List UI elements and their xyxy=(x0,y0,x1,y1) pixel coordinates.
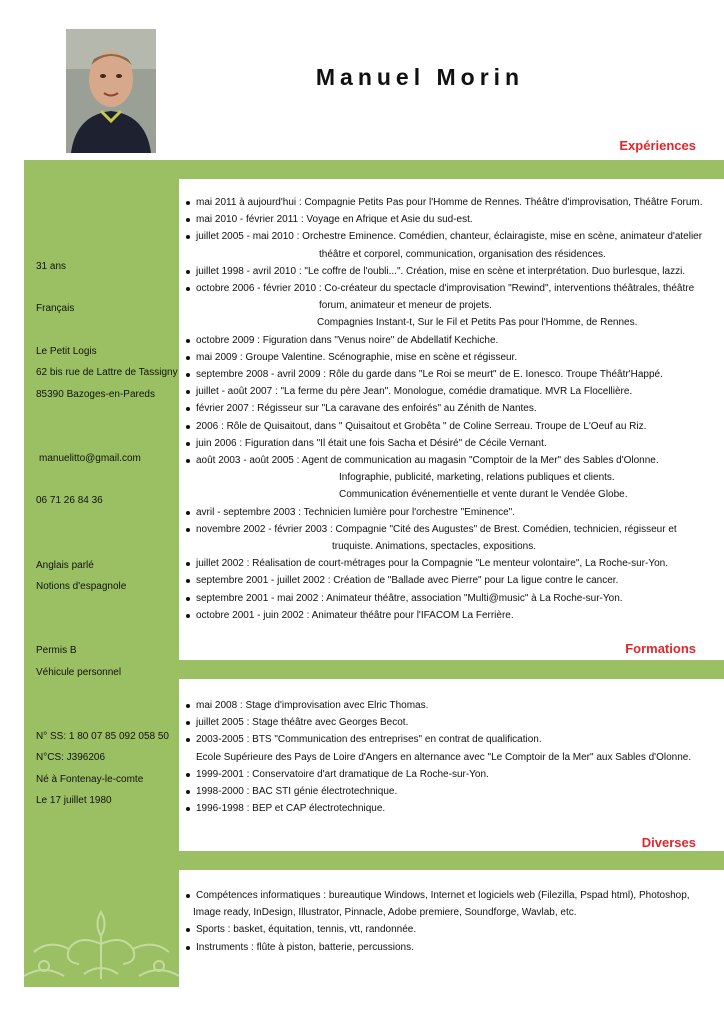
list-item: octobre 2009 : Figuration dans "Venus noire" de Abdellatif Kechiche. xyxy=(186,332,706,349)
birthdate: Le 17 juillet 1980 xyxy=(36,795,112,806)
list-item: mai 2010 - février 2011 : Voyage en Afrique et Asie du sud-est. xyxy=(186,211,706,228)
floral-ornament-icon xyxy=(24,904,179,984)
cs-number: N°CS: J396206 xyxy=(36,752,106,763)
section-title-formations: Formations xyxy=(625,641,696,656)
list-item-continuation: Compagnies Instant-t, Sur le Fil et Petits Pas pour l'Homme, de Rennes. xyxy=(317,317,638,329)
list-item: juin 2006 : Figuration dans "Il était une fois Sacha et Désiré" de Cécile Vernant. xyxy=(186,435,706,452)
list-item-continuation: Image ready, InDesign, Illustrator, Pinnacle, Adobe premiere, Soundforge, Wavlab, etc. xyxy=(193,907,577,919)
list-item: Compétences informatiques : bureautique Windows, Internet et logiciels web (Filezilla, Pspad html), Photoshop, xyxy=(186,887,706,904)
address-line-1: Le Petit Logis xyxy=(36,346,97,357)
list-item: août 2003 - août 2005 : Agent de communication au magasin "Comptoir de la Mer" des Sables d'Olonne. xyxy=(186,452,706,469)
list-item: mai 2008 : Stage d'improvisation avec Elric Thomas. xyxy=(186,697,706,714)
language-2: Notions d'espagnole xyxy=(36,581,127,592)
list-item: juillet - août 2007 : "La ferme du père Jean". Monologue, comédie dramatique. MVR La Flocellière. xyxy=(186,383,706,400)
nationality: Français xyxy=(36,303,75,314)
address-line-3: 85390 Bazoges-en-Pareds xyxy=(36,389,155,400)
diverses-bar xyxy=(179,851,724,870)
list-item: septembre 2001 - juillet 2002 : Création de "Ballade avec Pierre" pour La ligue contre le cancer. xyxy=(186,572,706,589)
formations-bar xyxy=(179,660,724,679)
section-title-experiences: Expériences xyxy=(619,138,696,153)
list-item-continuation: Infographie, publicité, marketing, relations publiques et clients. xyxy=(339,472,615,484)
list-item: Instruments : flûte à piston, batterie, percussions. xyxy=(186,939,706,956)
list-item: février 2007 : Régisseur sur "La caravane des enfoirés" au Zénith de Nantes. xyxy=(186,400,706,417)
list-item: Sports : basket, équitation, tennis, vtt, randonnée. xyxy=(186,921,706,938)
candidate-name: Manuel Morin xyxy=(315,64,525,90)
list-item: septembre 2001 - mai 2002 : Animateur théâtre, association "Multi@music" à La Roche-sur-Yon. xyxy=(186,590,706,607)
email[interactable]: manuelitto@gmail.com xyxy=(39,453,141,464)
address-line-2: 62 bis rue de Lattre de Tassigny xyxy=(36,367,178,378)
driving-licence: Permis B xyxy=(36,645,77,656)
list-item: juillet 2005 : Stage théâtre avec Georges Becot. xyxy=(186,714,706,731)
formations-list xyxy=(186,697,706,817)
section-title-diverses: Diverses xyxy=(641,835,696,850)
list-item: juillet 1998 - avril 2010 : "Le coffre de l'oubli...". Création, mise en scène et interprétation. Duo burlesque, lazzi. xyxy=(186,263,706,280)
list-item: mai 2009 : Groupe Valentine. Scénographie, mise en scène et régisseur. xyxy=(186,349,706,366)
list-item: mai 2011 à aujourd'hui : Compagnie Petits Pas pour l'Homme de Rennes. Théâtre d'improvisation, Théâtre Forum. xyxy=(186,194,706,211)
birthplace: Né à Fontenay-le-comte xyxy=(36,774,144,785)
list-item-continuation: Ecole Supérieure des Pays de Loire d'Angers en alternance avec "Le Comptoir de la Mer" aux Sables d'Olonne. xyxy=(196,751,692,763)
experiences-list xyxy=(186,194,706,624)
list-item: octobre 2006 - février 2010 : Co-créateur du spectacle d'improvisation "Rewind", interventions théâtrales, théâtre xyxy=(186,280,706,297)
list-item: juillet 2002 : Réalisation de court-métrages pour la Compagnie "Le menteur volontaire", La Roche-sur-Yon. xyxy=(186,555,706,572)
vehicle: Véhicule personnel xyxy=(36,667,122,678)
list-item-continuation: théâtre et corporel, communication, organisation des résidences. xyxy=(319,248,606,260)
list-item-continuation: Communication événementielle et vente durant le Vendée Globe. xyxy=(339,489,628,501)
list-item: 1998-2000 : BAC STI génie électrotechnique. xyxy=(186,783,706,800)
list-item: avril - septembre 2003 : Technicien lumière pour l'orchestre "Eminence". xyxy=(186,504,706,521)
sidebar-panel xyxy=(24,160,179,987)
list-item-continuation: forum, animateur et meneur de projets. xyxy=(319,300,492,312)
profile-photo xyxy=(66,29,156,153)
list-item: septembre 2008 - avril 2009 : Rôle du garde dans "Le Roi se meurt" de E. Ionesco. Troupe Théâtr'Happé. xyxy=(186,366,706,383)
diverses-list xyxy=(186,887,706,956)
language-1: Anglais parlé xyxy=(36,560,94,571)
social-security-number: N° SS: 1 80 07 85 092 058 50 xyxy=(36,731,169,742)
list-item: octobre 2001 - juin 2002 : Animateur théâtre pour l'IFACOM La Ferrière. xyxy=(186,607,706,624)
age: 31 ans xyxy=(36,261,67,272)
list-item: 1996-1998 : BEP et CAP électrotechnique. xyxy=(186,800,706,817)
list-item: 2003-2005 : BTS "Communication des entreprises" en contrat de qualification. xyxy=(186,731,706,748)
list-item: 1999-2001 : Conservatoire d'art dramatique de La Roche-sur-Yon. xyxy=(186,766,706,783)
list-item: 2006 : Rôle de Quisaitout, dans " Quisaitout et Grobêta " de Coline Serreau. Troupe de L'Oeuf au Riz. xyxy=(186,418,706,435)
phone: 06 71 26 84 36 xyxy=(36,495,103,506)
list-item: novembre 2002 - février 2003 : Compagnie "Cité des Augustes" de Brest. Comédien, technicien, régisseur et xyxy=(186,521,706,538)
experiences-bar xyxy=(179,160,724,179)
list-item-continuation: truquiste. Animations, spectacles, expositions. xyxy=(332,541,536,553)
list-item: juillet 2005 - mai 2010 : Orchestre Eminence. Comédien, chanteur, éclairagiste, mise en scène, animateur d'atelier xyxy=(186,228,706,245)
